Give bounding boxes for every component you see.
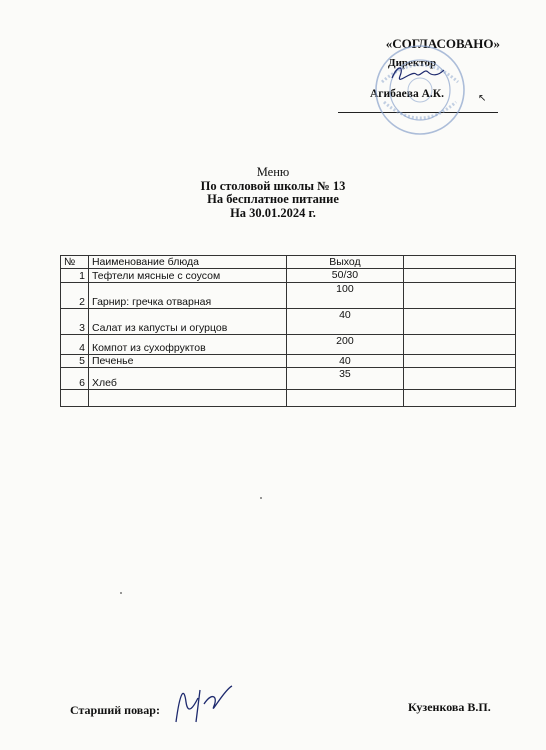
row-extra <box>404 355 516 368</box>
row-out: 35 <box>286 368 404 390</box>
header-num: № <box>61 256 89 269</box>
row-num <box>61 390 89 407</box>
table-row <box>61 390 516 407</box>
header-extra <box>404 256 516 269</box>
row-num: 6 <box>61 368 89 390</box>
row-num: 1 <box>61 269 89 283</box>
row-dish: Тефтели мясные с соусом <box>88 269 286 283</box>
row-num: 2 <box>61 283 89 309</box>
title-line-2: По столовой школы № 13 <box>200 178 346 193</box>
row-num: 5 <box>61 355 89 368</box>
row-dish: Салат из капусты и огурцов <box>88 309 286 335</box>
tick-mark-icon: ↖ <box>478 93 487 104</box>
title-line-4: На 30.01.2024 г. <box>230 205 316 220</box>
approval-heading: «СОГЛАСОВАНО» <box>385 36 500 51</box>
row-num: 3 <box>61 309 89 335</box>
row-dish <box>88 390 286 407</box>
row-dish: Компот из сухофруктов <box>88 335 286 355</box>
row-out: 50/30 <box>286 269 404 283</box>
document-title <box>0 166 546 220</box>
table-row <box>61 335 516 355</box>
title-line-3: На бесплатное питание <box>207 192 339 206</box>
table-row <box>61 309 516 335</box>
table-row <box>61 368 516 390</box>
row-extra <box>404 390 516 407</box>
row-extra <box>404 269 516 283</box>
row-extra <box>404 368 516 390</box>
header-dish: Наименование блюда <box>88 256 286 269</box>
row-extra <box>404 309 516 335</box>
chef-name: Кузенкова В.П. <box>408 700 491 714</box>
row-dish: Печенье <box>88 355 286 368</box>
chef-label: Старший повар: <box>70 703 160 717</box>
speck-mark <box>260 497 262 499</box>
approval-role: Директор <box>388 57 437 69</box>
table-header-row <box>61 256 516 269</box>
table-row <box>61 355 516 368</box>
row-num: 4 <box>61 335 89 355</box>
table-row <box>61 283 516 309</box>
header-out: Выход <box>286 256 404 269</box>
row-out: 200 <box>286 335 404 355</box>
chef-signature-icon <box>168 682 242 726</box>
row-out <box>286 390 404 407</box>
row-dish: Хлеб <box>88 368 286 390</box>
row-out: 40 <box>286 309 404 335</box>
row-dish: Гарнир: гречка отварная <box>88 283 286 309</box>
title-line-1: Меню <box>256 165 290 179</box>
table-row <box>61 269 516 283</box>
row-extra <box>404 335 516 355</box>
row-out: 100 <box>286 283 404 309</box>
approval-name: Агибаева А.К. <box>370 88 444 100</box>
director-signature-icon <box>388 60 448 84</box>
menu-table <box>60 255 516 407</box>
round-stamp-icon <box>372 42 468 138</box>
row-extra <box>404 283 516 309</box>
row-out: 40 <box>286 355 404 368</box>
speck-mark <box>120 592 122 594</box>
